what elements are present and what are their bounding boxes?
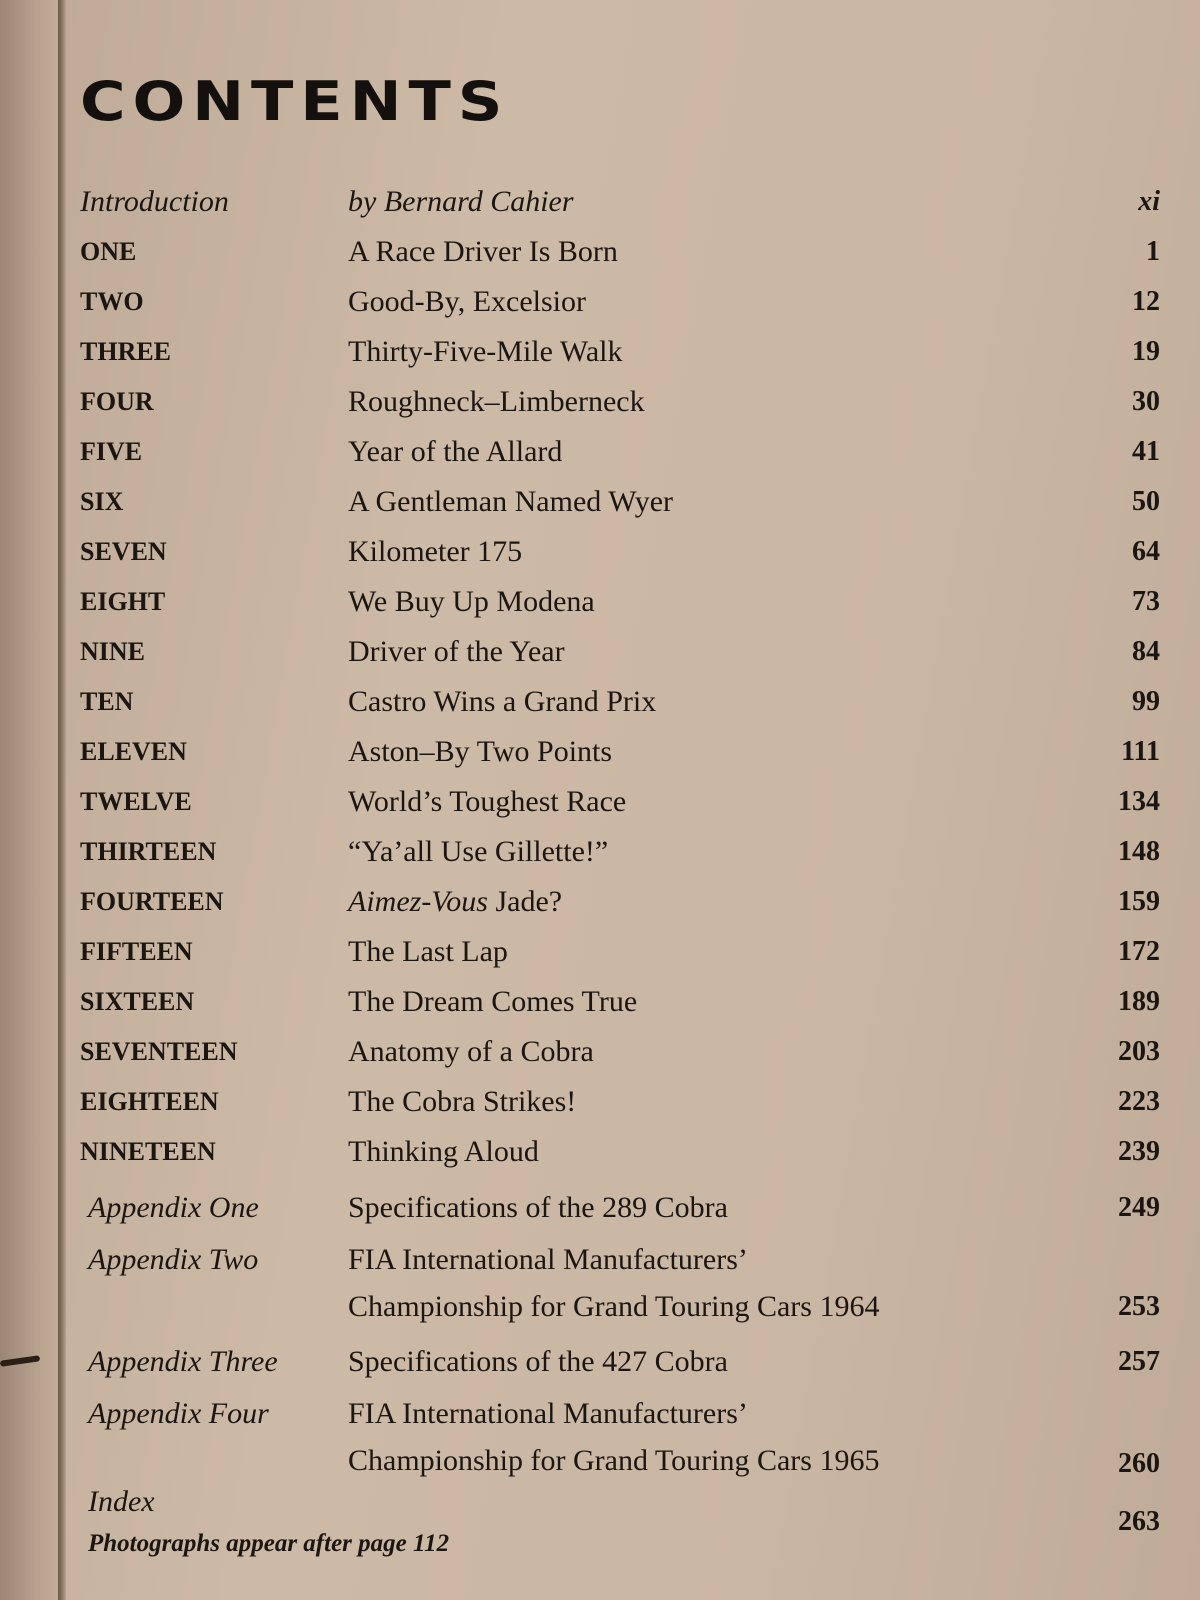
toc-page: 41 bbox=[1132, 436, 1160, 467]
toc-title: Anatomy of a Cobra bbox=[348, 1035, 594, 1068]
photographs-note: Photographs appear after page 112 bbox=[88, 1530, 450, 1557]
toc-label: Introduction bbox=[80, 185, 229, 218]
toc-label: ELEVEN bbox=[80, 737, 187, 766]
toc-page: 249 bbox=[1118, 1192, 1160, 1223]
toc-title: Specifications of the 427 Cobra bbox=[348, 1345, 728, 1378]
toc-title: Aston–By Two Points bbox=[348, 735, 613, 768]
toc-label: NINE bbox=[80, 637, 146, 666]
toc-label: TWELVE bbox=[80, 787, 192, 816]
toc-title-italic: Aimez-Vous bbox=[348, 885, 488, 918]
toc-title: by Bernard Cahier bbox=[348, 185, 574, 218]
toc-label: Appendix One bbox=[88, 1191, 259, 1224]
toc-page: xi bbox=[1138, 186, 1160, 217]
toc-label: FIVE bbox=[80, 437, 143, 466]
toc-label: EIGHTEEN bbox=[80, 1087, 219, 1116]
toc-page: 134 bbox=[1118, 786, 1160, 817]
toc-page: 1 bbox=[1146, 236, 1160, 267]
toc-label: TWO bbox=[80, 287, 144, 316]
toc-label: NINETEEN bbox=[80, 1137, 216, 1166]
toc-page: 263 bbox=[1118, 1506, 1160, 1537]
toc-title: Kilometer 175 bbox=[348, 535, 523, 568]
toc-title: Thirty-Five-Mile Walk bbox=[348, 335, 623, 368]
toc-title-rest: Jade? bbox=[487, 885, 563, 918]
page-title: CONTENTS bbox=[80, 70, 510, 133]
toc-title: We Buy Up Modena bbox=[348, 585, 595, 618]
toc-title: Good-By, Excelsior bbox=[348, 285, 587, 318]
toc-page: 12 bbox=[1132, 286, 1160, 317]
toc-label: FOURTEEN bbox=[80, 887, 224, 916]
toc-label: Appendix Three bbox=[88, 1345, 278, 1378]
toc-page: 189 bbox=[1118, 986, 1160, 1017]
toc-page: 99 bbox=[1132, 686, 1160, 717]
toc-page: 64 bbox=[1132, 536, 1160, 567]
toc-label: SEVENTEEN bbox=[80, 1037, 238, 1066]
toc-title: Specifications of the 289 Cobra bbox=[348, 1191, 728, 1224]
toc-page: 257 bbox=[1118, 1346, 1160, 1377]
toc-title: World’s Toughest Race bbox=[348, 785, 627, 818]
toc-page: 73 bbox=[1132, 586, 1160, 617]
toc-page: 159 bbox=[1118, 886, 1160, 917]
toc-label: THREE bbox=[80, 337, 172, 366]
toc-label: SIXTEEN bbox=[80, 987, 195, 1016]
toc-title-line: FIA International Manufacturers’ bbox=[348, 1397, 748, 1430]
toc-page: 203 bbox=[1118, 1036, 1160, 1067]
toc-title: The Dream Comes True bbox=[348, 985, 638, 1018]
toc-title: The Last Lap bbox=[348, 935, 508, 968]
toc-page: 260 bbox=[1118, 1448, 1160, 1479]
toc-title bbox=[348, 878, 562, 925]
toc-page: 239 bbox=[1118, 1136, 1160, 1167]
toc-title bbox=[348, 1390, 879, 1484]
toc-title: Year of the Allard bbox=[348, 435, 563, 468]
toc-label: SEVEN bbox=[80, 537, 167, 566]
toc-title-line: Championship for Grand Touring Cars 1964 bbox=[348, 1290, 880, 1323]
toc-label: Appendix Four bbox=[88, 1397, 269, 1430]
toc-title: The Cobra Strikes! bbox=[348, 1085, 577, 1118]
toc-page: 19 bbox=[1132, 336, 1160, 367]
toc-page: 148 bbox=[1118, 836, 1160, 867]
toc-label: Appendix Two bbox=[88, 1243, 259, 1276]
toc-title-line: FIA International Manufacturers’ bbox=[348, 1243, 748, 1276]
toc-page: 111 bbox=[1121, 736, 1160, 767]
toc-title: Castro Wins a Grand Prix bbox=[348, 685, 657, 718]
toc-page: 172 bbox=[1118, 936, 1160, 967]
toc-label: EIGHT bbox=[80, 587, 166, 616]
toc-label: THIRTEEN bbox=[80, 837, 217, 866]
toc-title: A Race Driver Is Born bbox=[348, 235, 618, 268]
toc-label: FIFTEEN bbox=[80, 937, 193, 966]
toc-title: “Ya’all Use Gillette!” bbox=[348, 835, 609, 868]
toc-page: 50 bbox=[1132, 486, 1160, 517]
toc-title-line: Championship for Grand Touring Cars 1965 bbox=[348, 1444, 880, 1477]
toc-label: SIX bbox=[80, 487, 124, 516]
toc-title: Driver of the Year bbox=[348, 635, 565, 668]
toc-title: Roughneck–Limberneck bbox=[348, 385, 645, 418]
toc-label: Index bbox=[88, 1485, 155, 1518]
toc-title: Thinking Aloud bbox=[348, 1135, 539, 1168]
toc-page: 84 bbox=[1132, 636, 1160, 667]
toc-title: A Gentleman Named Wyer bbox=[348, 485, 674, 518]
toc-page: 253 bbox=[1118, 1291, 1160, 1322]
toc-label: ONE bbox=[80, 237, 137, 266]
toc-page: 30 bbox=[1132, 386, 1160, 417]
toc-title bbox=[348, 1236, 879, 1330]
toc-page: 223 bbox=[1118, 1086, 1160, 1117]
toc-label: TEN bbox=[80, 687, 134, 716]
toc-label: FOUR bbox=[80, 387, 154, 416]
